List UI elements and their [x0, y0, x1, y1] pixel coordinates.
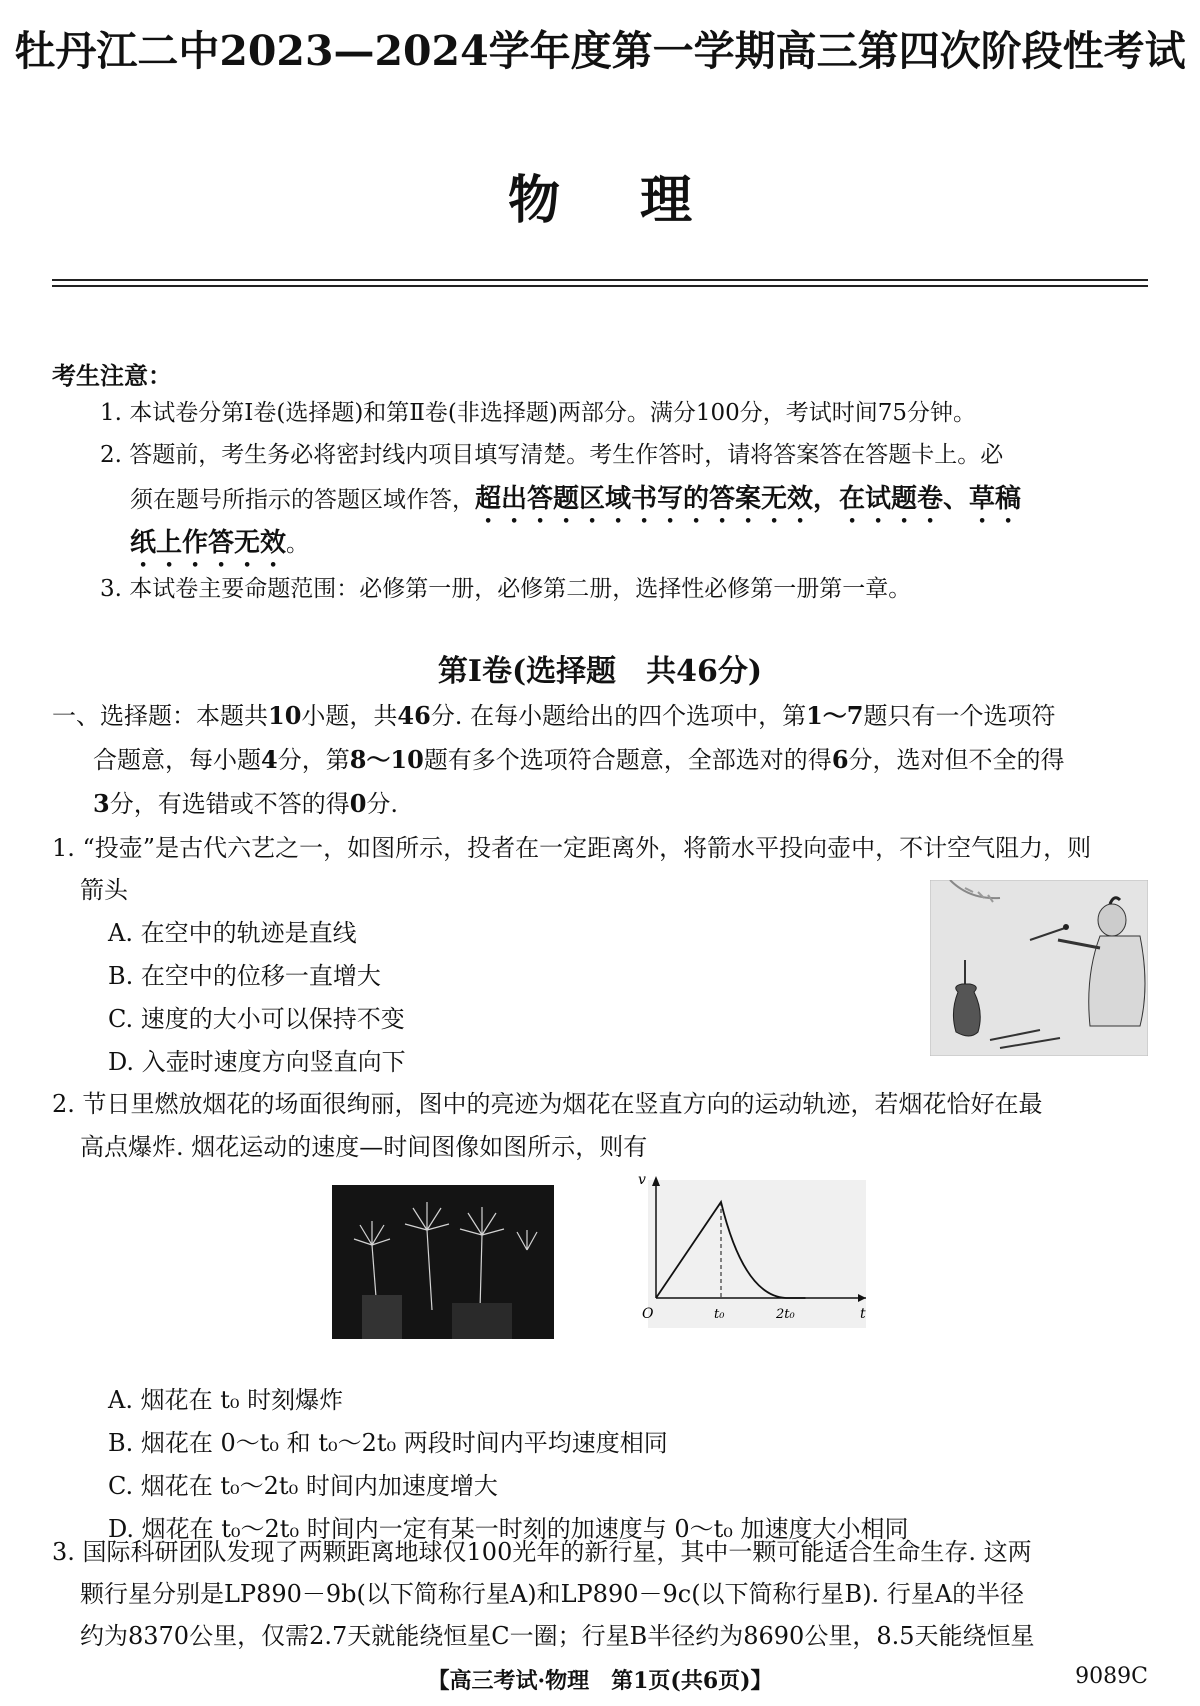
- intro-num: 4: [261, 745, 278, 774]
- building-2: [452, 1303, 512, 1339]
- q2-option-b: B. 烟花在 0～t₀ 和 t₀～2t₀ 两段时间内平均速度相同: [108, 1429, 668, 1457]
- intro-text: 分，第: [277, 746, 350, 774]
- q1-stem-line-2: 箭头: [80, 876, 128, 904]
- q3-line-1: 3. 国际科研团队发现了两颗距离地球仅100光年的新行星，其中一颗可能适合生命生存. 这两: [52, 1538, 1032, 1566]
- section-intro-line-3: [93, 788, 398, 820]
- notice-item-3: 3. 本试卷主要命题范围：必修第一册，必修第二册，选择性必修第一册第一章。: [100, 576, 912, 602]
- notice-item-2-line-c: [130, 528, 309, 573]
- divider-top: [52, 279, 1148, 281]
- intro-text: 分，选对但不全的得: [848, 746, 1065, 774]
- section-intro-line-2: [93, 744, 1065, 776]
- notice-item-2-line-b: [130, 484, 1021, 529]
- notice-heading: 考生注意：: [52, 361, 172, 390]
- intro-num: 6: [831, 745, 849, 774]
- tick-2t0: 2t₀: [776, 1307, 795, 1322]
- intro-text: 分. 在每小题给出的四个选项中，第: [430, 702, 807, 730]
- y-axis-label: v: [638, 1172, 646, 1188]
- q3-line-3: 约为8370公里，仅需2.7天就能绕恒星C一圈；行星B半径约为8690公里，8.5天能绕恒星: [80, 1622, 1035, 1650]
- subject-char-2: 理: [640, 170, 693, 231]
- intro-text: 题有多个选项符合题意，全部选对的得: [423, 746, 832, 774]
- intro-num: 1～7: [806, 701, 864, 730]
- figure-head: [1098, 904, 1126, 936]
- intro-text: 题只有一个选项符: [863, 702, 1056, 730]
- intro-text: 合题意，每小题: [93, 746, 261, 774]
- intro-num: 46: [397, 701, 431, 730]
- q2-option-c: C. 烟花在 t₀～2t₀ 时间内加速度增大: [108, 1472, 498, 1500]
- arrow-tip: [1063, 924, 1069, 930]
- q1-option-d: D. 入壶时速度方向竖直向下: [108, 1048, 406, 1076]
- intro-text: 分，有选错或不答的得: [109, 790, 350, 818]
- x-axis-label: t: [860, 1306, 866, 1322]
- fireworks-photo: [332, 1185, 554, 1339]
- q2-option-d: D. 烟花在 t₀～2t₀ 时间内一定有某一时刻的加速度与 0～t₀ 加速度大小相同: [108, 1515, 909, 1543]
- intro-num: 0: [349, 789, 367, 818]
- subject-char-1: 物: [507, 170, 560, 231]
- intro-text: 一、选择题：本题共: [52, 702, 268, 730]
- notice-item-2-line-a: 2. 答题前，考生务必将密封线内项目填写清楚。考生作答时，请将答案答在答题卡上。必: [100, 442, 1004, 468]
- notice-item-2-emphasis-tail: 纸上作答无效: [130, 528, 287, 558]
- q2-stem-line-1: 2. 节日里燃放烟花的场面很绚丽，图中的亮迹为烟花在竖直方向的运动轨迹，若烟花恰好在最: [52, 1090, 1043, 1118]
- exam-title: 牡丹江二中2023—2024学年度第一学期高三第四次阶段性考试: [14, 27, 1186, 75]
- divider-bottom: [52, 285, 1148, 287]
- building-1: [362, 1295, 402, 1339]
- tick-t0: t₀: [714, 1307, 725, 1322]
- q1-option-c: C. 速度的大小可以保持不变: [108, 1005, 405, 1033]
- intro-text: 小题，共: [301, 702, 398, 730]
- q1-stem-line-1: 1. “投壶”是古代六艺之一，如图所示，投者在一定距离外，将箭水平投向壶中，不计空气阻力，则: [52, 834, 1092, 862]
- figure-robe: [1089, 936, 1145, 1026]
- q1-option-b: B. 在空中的位移一直增大: [108, 962, 381, 990]
- intro-num: 3: [93, 789, 110, 818]
- touhu-illustration: [930, 880, 1148, 1056]
- section-title: 第Ⅰ卷(选择题 共46分): [437, 654, 763, 689]
- paper-code: 9089C: [1075, 1664, 1148, 1689]
- intro-text: 分.: [366, 790, 399, 818]
- q1-option-a: A. 在空中的轨迹是直线: [108, 919, 357, 947]
- graph-background: [648, 1180, 866, 1328]
- section-intro-line-1: [52, 700, 1055, 732]
- origin-label: O: [642, 1306, 654, 1322]
- velocity-time-graph: [628, 1168, 878, 1338]
- notice-item-2-period: 。: [286, 531, 310, 557]
- q2-option-a: A. 烟花在 t₀ 时刻爆炸: [108, 1386, 344, 1414]
- q3-line-2: 颗行星分别是LP890－9b(以下简称行星A)和LP890－9c(以下简称行星B). 行星A的半径: [80, 1580, 1025, 1608]
- notice-item-2-emphasis: 超出答题区域书写的答案无效，在试题卷、草稿: [475, 484, 1022, 514]
- notice-item-1: 1. 本试卷分第Ⅰ卷(选择题)和第Ⅱ卷(非选择题)两部分。满分100分，考试时间75分钟。: [100, 400, 977, 426]
- notice-item-2-plain: 须在题号所指示的答题区域作答，: [130, 487, 475, 513]
- q2-stem-line-2: 高点爆炸. 烟花运动的速度—时间图像如图所示，则有: [80, 1133, 648, 1161]
- intro-num: 8～10: [349, 745, 424, 774]
- subject-title: [0, 158, 1200, 233]
- intro-num: 10: [268, 701, 302, 730]
- page-footer: 【高三考试·物理 第1页(共6页)】: [427, 1668, 773, 1694]
